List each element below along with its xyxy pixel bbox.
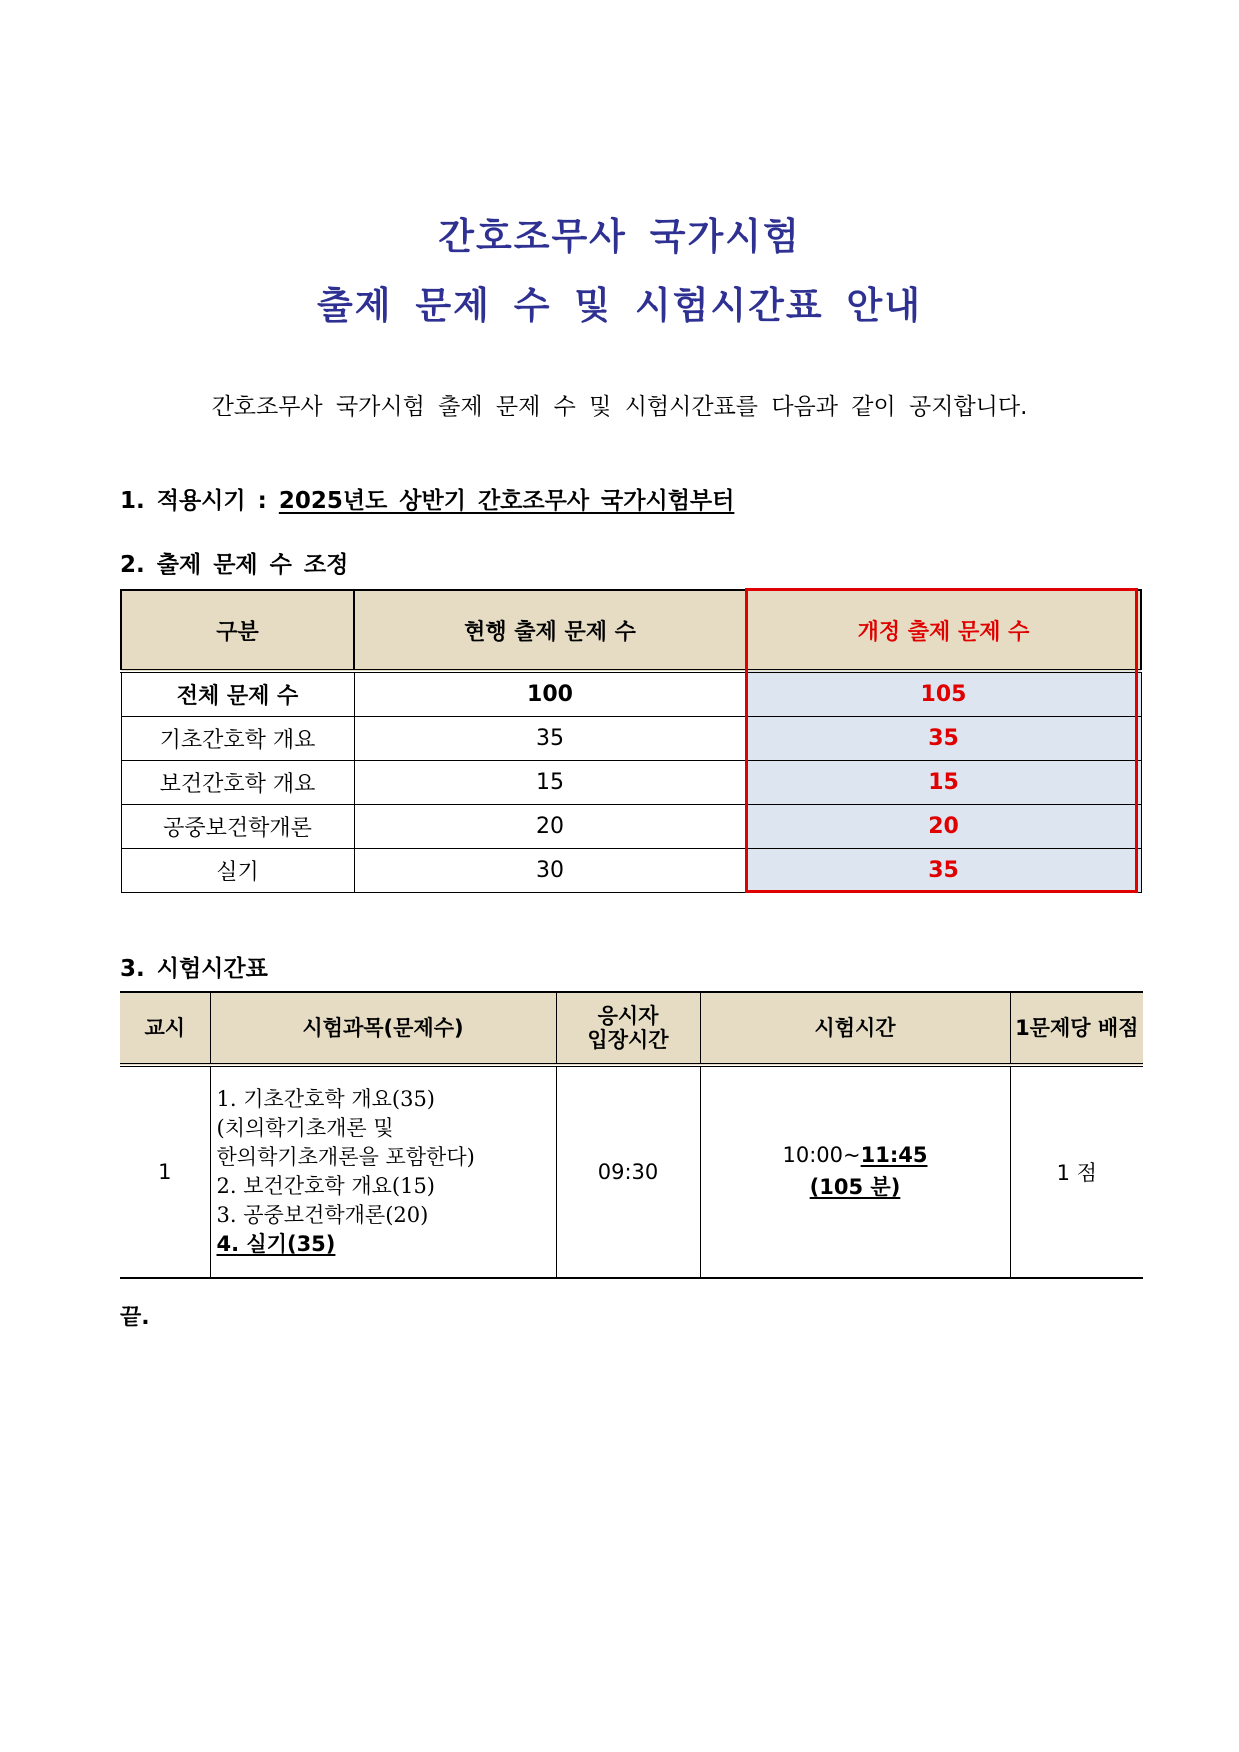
subject-line: 1. 기초간호학 개요(35) <box>216 1087 435 1111</box>
table-header-row <box>120 992 1143 1065</box>
row-current: 35 <box>354 717 746 761</box>
table-row <box>121 717 1141 761</box>
entry-time-value: 09:30 <box>556 1065 700 1278</box>
row-current: 20 <box>354 805 746 849</box>
section-timetable-heading: 3. 시험시간표 <box>120 956 268 982</box>
row-category: 전체 문제 수 <box>121 671 354 717</box>
end-mark: 끝. <box>120 1305 150 1330</box>
table-row <box>121 849 1141 893</box>
subject-line: 2. 보건간호학 개요(15) <box>216 1174 435 1198</box>
subjects-list <box>210 1065 556 1278</box>
row-category: 실기 <box>121 849 354 893</box>
subject-line-practical: 4. 실기(35) <box>216 1232 336 1256</box>
row-current: 30 <box>354 849 746 893</box>
intro-text: 간호조무사 국가시험 출제 문제 수 및 시험시간표를 다음과 같이 공지합니다. <box>211 394 1028 420</box>
row-current: 100 <box>354 671 746 717</box>
section-application-period <box>120 482 734 515</box>
subject-line: 3. 공중보건학개론(20) <box>216 1203 429 1227</box>
exam-timetable <box>120 991 1143 1279</box>
header-category: 구분 <box>121 590 354 671</box>
header-entry-line2: 입장시간 <box>587 1028 669 1052</box>
row-revised: 15 <box>746 761 1141 805</box>
score-value: 1 점 <box>1010 1065 1143 1278</box>
header-subjects: 시험과목(문제수) <box>210 992 556 1065</box>
period-value: 1 <box>120 1065 210 1278</box>
header-exam-time: 시험시간 <box>700 992 1010 1065</box>
document-title-line2: 출제 문제 수 및 시험시간표 안내 <box>316 284 923 327</box>
table-header-row <box>121 590 1141 671</box>
question-count-table <box>120 589 1142 893</box>
row-category: 공중보건학개론 <box>121 805 354 849</box>
row-revised: 35 <box>746 849 1141 893</box>
table-row <box>120 1065 1143 1278</box>
table-row <box>121 761 1141 805</box>
row-category: 기초간호학 개요 <box>121 717 354 761</box>
header-current-count: 현행 출제 문제 수 <box>354 590 746 671</box>
subject-line: 한의학기초개론을 포함한다) <box>216 1145 475 1169</box>
section-question-count-heading: 2. 출제 문제 수 조정 <box>120 552 349 578</box>
exam-time-cell <box>700 1065 1010 1278</box>
time-start: 10:00~ <box>782 1143 861 1167</box>
section1-value: 2025년도 상반기 간호조무사 국가시험부터 <box>278 488 735 514</box>
document-title-line1: 간호조무사 국가시험 <box>438 215 801 258</box>
row-revised: 20 <box>746 805 1141 849</box>
row-current: 15 <box>354 761 746 805</box>
row-category: 보건간호학 개요 <box>121 761 354 805</box>
table-row <box>121 805 1141 849</box>
row-revised: 35 <box>746 717 1141 761</box>
row-revised: 105 <box>746 671 1141 717</box>
header-entry-line1: 응시자 <box>597 1003 659 1028</box>
header-revised-count: 개정 출제 문제 수 <box>746 590 1141 671</box>
section1-label: 1. 적용시기 : <box>120 488 267 514</box>
time-end: 11:45 <box>860 1143 928 1167</box>
header-period: 교시 <box>120 992 210 1065</box>
header-entry-time <box>556 992 700 1065</box>
header-score: 1문제당 배점 <box>1010 992 1143 1065</box>
table-row <box>121 671 1141 717</box>
subject-line: (치의학기초개론 및 <box>216 1116 394 1140</box>
exam-duration: (105 분) <box>809 1175 901 1199</box>
